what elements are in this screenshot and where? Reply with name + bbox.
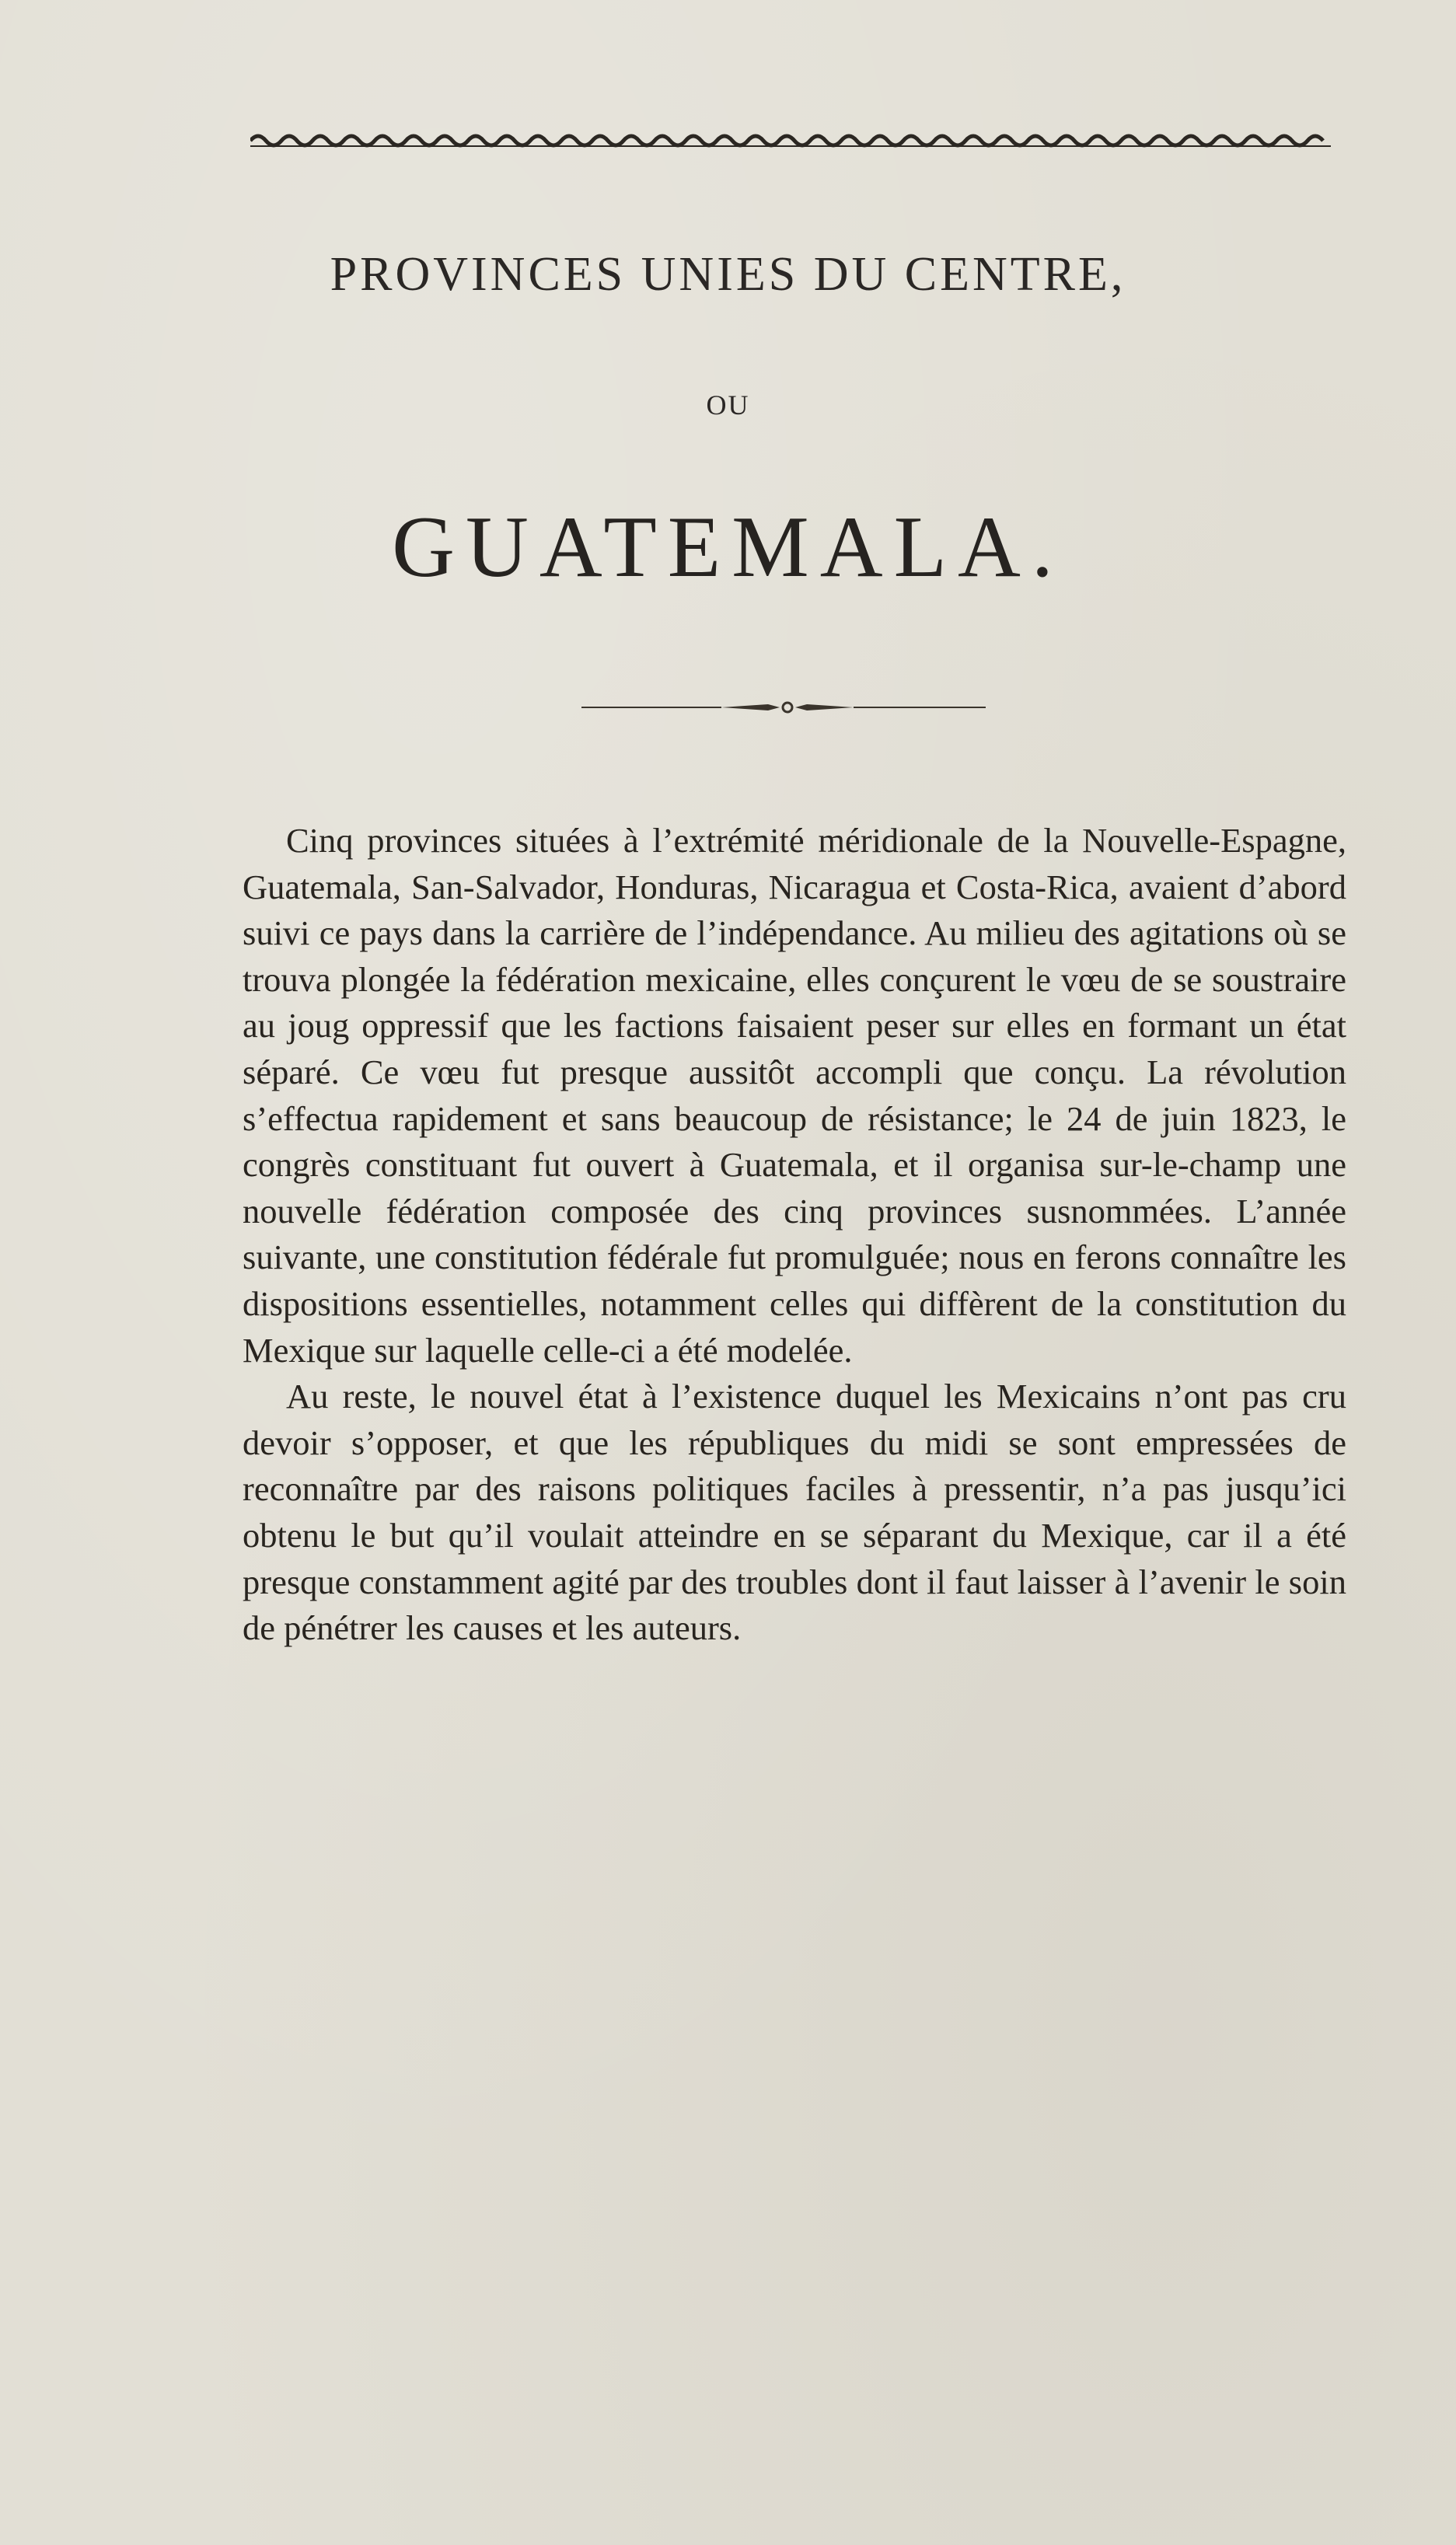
decorative-divider xyxy=(581,696,986,719)
main-title: GUATEMALA. xyxy=(392,499,1064,595)
body-text xyxy=(243,818,1346,1652)
paragraph-2: Au reste, le nouvel état à l’existence duquel les Mexicains n’ont pas cru devoir s’opposer, et que les républiques du midi se sont empressées de reconnaître par des raisons politiques faciles à pressentir, n’a pas jusqu’ici obtenu le but qu’il voulait atteindre en se séparant du Mexique, car il a été presque constamment agité par des troubles dont il faut laisser à l’avenir le soin de pénétrer les causes et les auteurs. xyxy=(243,1377,1346,1648)
paragraph-1: Cinq provinces situées à l’extrémité méridionale de la Nouvelle-Espagne, Guatemala, San-Salvador, Honduras, Nicaragua et Costa-Rica, avaient d’abord suivi ce pays dans la carrière de l’indépendance. Au milieu des agitations où se trouva plongée la fédération mexicaine, elles conçurent le vœu de se soustraire au joug oppressif que les factions faisaient peser sur elles en formant un état séparé. Ce vœu fut presque aussitôt accompli que conçu. La révolution s’effectua rapidement et sans beaucoup de résistance; le 24 de juin 1823, le congrès constituant fut ouvert à Guatemala, et il organisa sur-le-champ une nouvelle fédération composée des cinq provinces susnommées. L’année suivante, une constitution fédérale fut promulguée; nous en ferons connaître les dispositions essentielles, notamment celles qui diffèrent de la constitution du Mexique sur laquelle celle-ci a été modelée. xyxy=(243,821,1346,1370)
province-title: PROVINCES UNIES DU CENTRE, xyxy=(330,248,1126,301)
title-connector: OU xyxy=(706,389,750,421)
top-ornament-rule xyxy=(250,129,1339,152)
